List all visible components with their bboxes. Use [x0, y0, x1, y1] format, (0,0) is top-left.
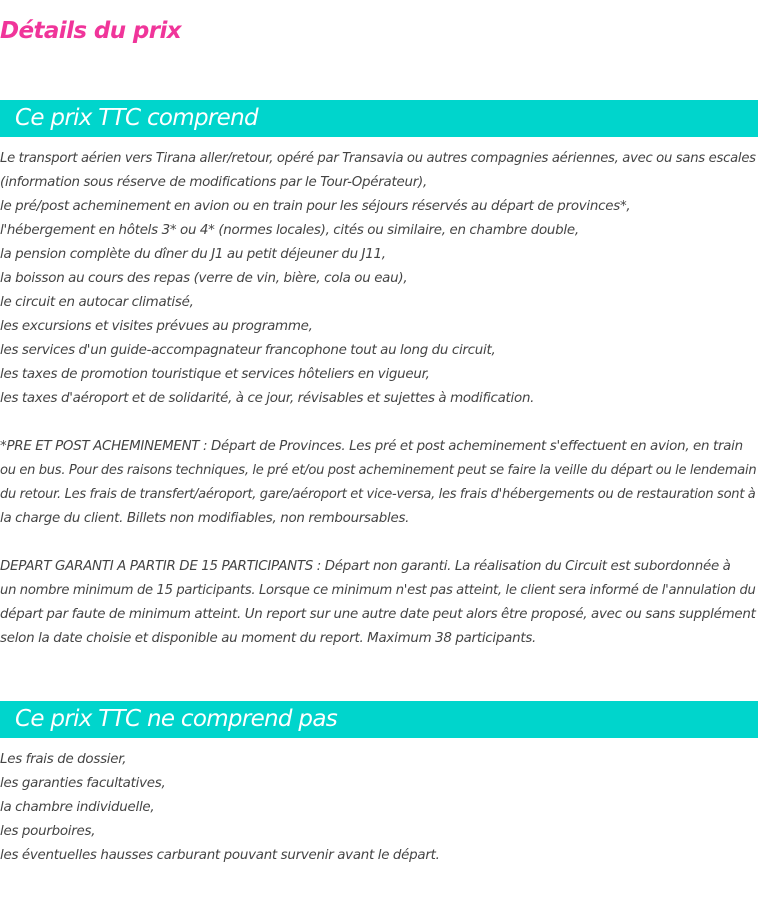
excludes-section-banner — [0, 701, 758, 738]
includes-item: les taxes d'aéroport et de solidarité, à ce jour, révisables et sujettes à modification. — [0, 391, 535, 406]
excludes-content — [0, 748, 756, 892]
includes-item: les services d'un guide-accompagnateur francophone tout au long du circuit, — [0, 343, 496, 358]
transfer-note-line: *PRE ET POST ACHEMINEMENT : Départ de Provinces. Les pré et post acheminement s'effectuent en avion, en train — [0, 439, 743, 454]
transfer-note — [0, 435, 756, 531]
guarantee-note — [0, 555, 756, 651]
includes-item: les taxes de promotion touristique et services hôteliers en vigueur, — [0, 367, 430, 382]
guarantee-note-line: un nombre minimum de 15 participants. Lorsque ce minimum n'est pas atteint, le client sera informé de l'annulation du — [0, 583, 756, 598]
includes-item: Le transport aérien vers Tirana aller/retour, opéré par Transavia ou autres compagnies aériennes, avec ou sans escales — [0, 151, 756, 166]
includes-section-banner — [0, 100, 758, 137]
includes-item: les excursions et visites prévues au programme, — [0, 319, 313, 334]
transfer-note-line: la charge du client. Billets non modifiables, non remboursables. — [0, 511, 410, 526]
excludes-item: les éventuelles hausses carburant pouvant survenir avant le départ. — [0, 848, 440, 863]
includes-section-heading: Ce prix TTC comprend — [15, 105, 258, 131]
transfer-note-line: du retour. Les frais de transfert/aéroport, gare/aéroport et vice-versa, les frais d'hébergements ou de restauration sont à — [0, 487, 756, 502]
includes-item: l'hébergement en hôtels 3* ou 4* (normes locales), cités ou similaire, en chambre double, — [0, 223, 579, 238]
includes-item: le circuit en autocar climatisé, — [0, 295, 194, 310]
excludes-item: les pourboires, — [0, 824, 96, 839]
includes-content — [0, 147, 756, 675]
guarantee-note-line: selon la date choisie et disponible au moment du report. Maximum 38 participants. — [0, 631, 537, 646]
includes-item: (information sous réserve de modifications par le Tour-Opérateur), — [0, 175, 427, 190]
guarantee-note-line: départ par faute de minimum atteint. Un report sur une autre date peut alors être proposé, avec ou sans supplément — [0, 607, 756, 622]
transfer-note-line: ou en bus. Pour des raisons techniques, le pré et/ou post acheminement peut se faire la veille du départ ou le lendemain — [0, 463, 757, 478]
excludes-item: la chambre individuelle, — [0, 800, 155, 815]
includes-list — [0, 147, 756, 411]
includes-item: la boisson au cours des repas (verre de vin, bière, cola ou eau), — [0, 271, 408, 286]
page-title: Détails du prix — [0, 18, 182, 44]
excludes-list — [0, 748, 756, 868]
includes-item: la pension complète du dîner du J1 au petit déjeuner du J11, — [0, 247, 386, 262]
excludes-item: Les frais de dossier, — [0, 752, 127, 767]
includes-item: le pré/post acheminement en avion ou en train pour les séjours réservés au départ de provinces*, — [0, 199, 631, 214]
excludes-section-heading: Ce prix TTC ne comprend pas — [15, 706, 337, 732]
guarantee-note-line: DEPART GARANTI A PARTIR DE 15 PARTICIPANTS : Départ non garanti. La réalisation du Circuit est subordonnée à — [0, 559, 731, 574]
excludes-item: les garanties facultatives, — [0, 776, 166, 791]
